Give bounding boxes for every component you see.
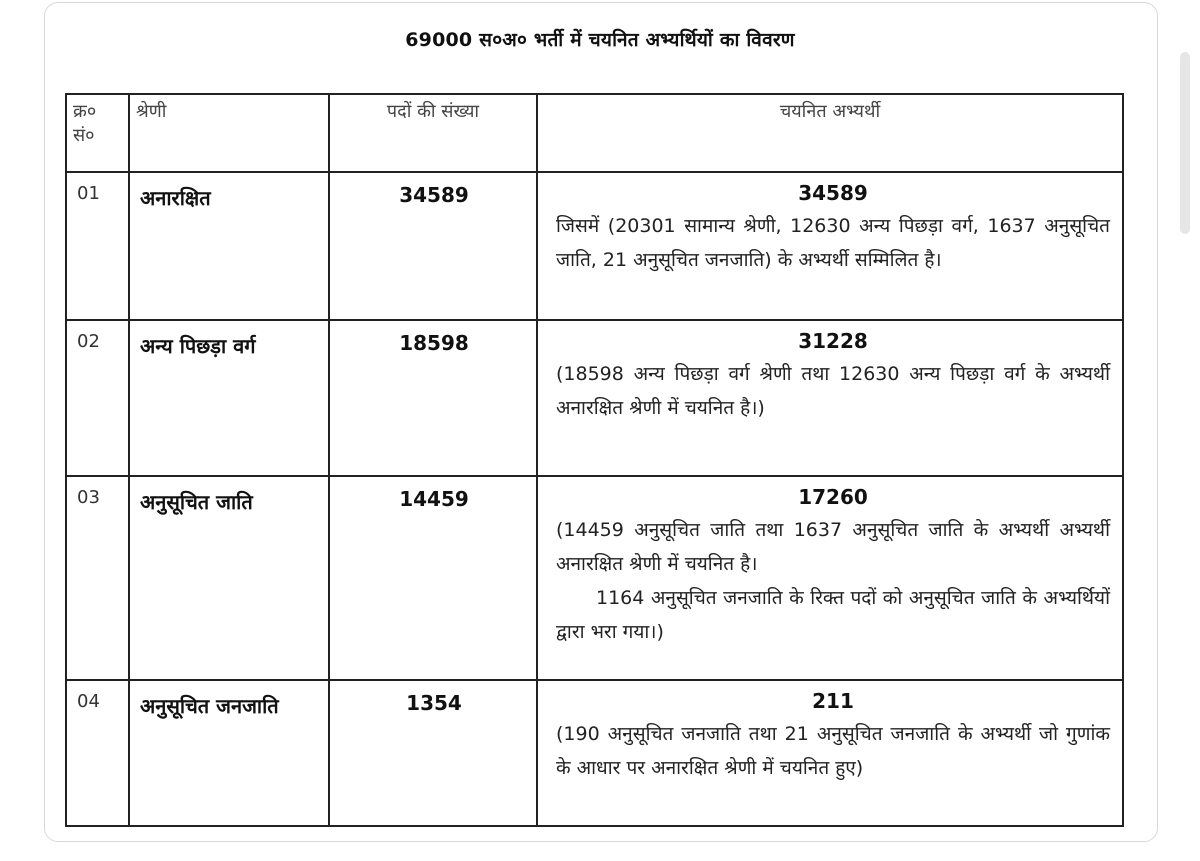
row-posts: 34589 (329, 172, 537, 320)
row-category: अनुसूचित जनजाति (129, 680, 329, 826)
row-selected (537, 320, 1123, 476)
selected-details (556, 357, 1110, 425)
header-selected: चयनित अभ्यर्थी (537, 94, 1123, 172)
vertical-scrollbar[interactable] (1180, 52, 1190, 234)
selected-details-text: (14459 अनुसूचित जाति तथा 1637 अनुसूचित जाति के अभ्यर्थी अभ्यर्थी अनारक्षित श्रेणी में चयनित है। (556, 519, 1110, 575)
selected-details (556, 513, 1110, 649)
selected-count: 17260 (798, 485, 868, 509)
selection-table (65, 93, 1124, 827)
row-category: अन्य पिछड़ा वर्ग (129, 320, 329, 476)
header-serial-line2: सं० (73, 125, 95, 146)
document-title: 69000 स०अ० भर्ती में चयनित अभ्यर्थियों का विवरण (405, 29, 795, 51)
selected-details-text: 1164 अनुसूचित जनजाति के रिक्त पदों को अनुसूचित जाति के अभ्यर्थियों द्वारा भरा गया।) (556, 587, 1110, 643)
row-serial: 01 (66, 172, 129, 320)
row-serial: 02 (66, 320, 129, 476)
row-selected (537, 172, 1123, 320)
row-serial: 04 (66, 680, 129, 826)
selected-details-text: (18598 अन्य पिछड़ा वर्ग श्रेणी तथा 12630 अन्य पिछड़ा वर्ग के अभ्यर्थी अनारक्षित श्रेणी में चयनित है।) (556, 363, 1110, 419)
table-row (66, 680, 1123, 826)
selected-count: 34589 (798, 181, 868, 205)
table-header-row (66, 94, 1123, 172)
table-row (66, 320, 1123, 476)
header-category: श्रेणी (129, 94, 329, 172)
header-posts: पदों की संख्या (329, 94, 537, 172)
selected-details-text: (190 अनुसूचित जनजाति तथा 21 अनुसूचित जनजाति के अभ्यर्थी जो गुणांक के आधार पर अनारक्षित श्रेणी में चयनित हुए) (556, 723, 1110, 779)
selected-count: 211 (812, 689, 854, 713)
row-posts: 1354 (329, 680, 537, 826)
row-serial: 03 (66, 476, 129, 680)
header-serial (66, 94, 129, 172)
table-row (66, 172, 1123, 320)
row-posts: 18598 (329, 320, 537, 476)
selected-details-text: जिसमें (20301 सामान्य श्रेणी, 12630 अन्य पिछड़ा वर्ग, 1637 अनुसूचित जाति, 21 अनुसूचित जनजाति) के अभ्यर्थी सम्मिलित है। (556, 215, 1110, 271)
selected-count: 31228 (798, 329, 868, 353)
row-selected (537, 680, 1123, 826)
row-category: अनुसूचित जाति (129, 476, 329, 680)
row-category: अनारक्षित (129, 172, 329, 320)
row-posts: 14459 (329, 476, 537, 680)
selected-details (556, 209, 1110, 277)
row-selected (537, 476, 1123, 680)
selected-details (556, 717, 1110, 785)
header-serial-line1: क्र० (73, 101, 97, 122)
table-row (66, 476, 1123, 680)
